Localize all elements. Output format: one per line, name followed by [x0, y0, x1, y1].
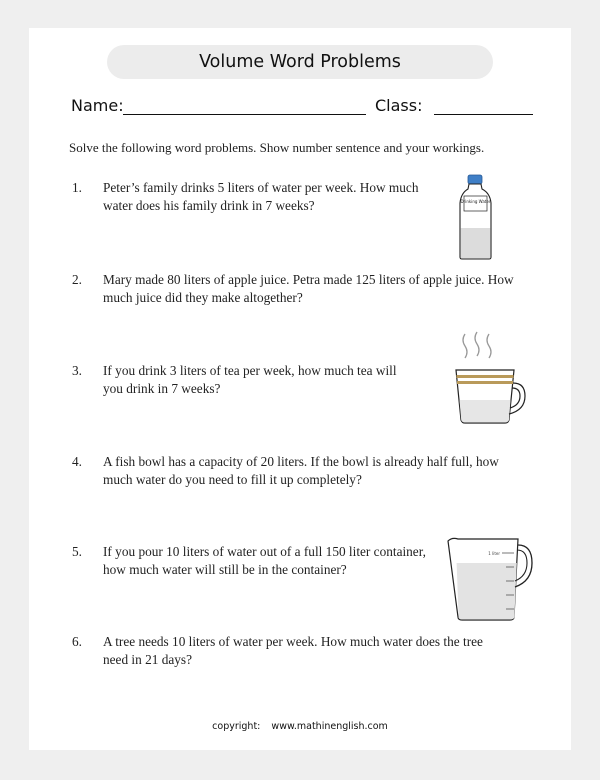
website-link[interactable]: www.mathinenglish.com — [271, 721, 388, 732]
copyright-label: copyright: — [212, 721, 261, 732]
jug-mark-text: 1 liter — [488, 551, 500, 556]
footer — [29, 721, 571, 732]
problem-number: 3. — [72, 363, 82, 378]
title-text: Volume Word Problems — [199, 52, 401, 72]
class-field[interactable] — [434, 114, 533, 115]
measuring-jug-icon — [444, 533, 536, 623]
name-class-row — [71, 94, 541, 118]
page-title — [107, 45, 493, 79]
name-label: Name: — [71, 96, 124, 115]
class-label: Class: — [375, 96, 423, 115]
problem-text: If you drink 3 liters of tea per week, how much tea will you drink in 7 weeks? — [103, 363, 397, 396]
problem-number: 1. — [72, 180, 82, 195]
problem-text: Peter’s family drinks 5 liters of water per week. How much water does his family drink in 7 weeks? — [103, 180, 419, 213]
tea-cup-icon — [451, 328, 527, 426]
problem-text: Mary made 80 liters of apple juice. Petra made 125 liters of apple juice. How much juice did they make altogether? — [103, 272, 514, 305]
water-bottle-icon — [454, 173, 498, 261]
problem-number: 4. — [72, 454, 82, 469]
problem-text: A tree needs 10 liters of water per week. How much water does the tree need in 21 days? — [103, 634, 483, 667]
instructions: Solve the following word problems. Show number sentence and your workings. — [69, 140, 485, 155]
problem-text: A fish bowl has a capacity of 20 liters. If the bowl is already half full, how much water do you need to fill it up completely? — [103, 454, 499, 487]
problem-number: 6. — [72, 634, 82, 649]
problem-number: 2. — [72, 272, 82, 287]
name-field[interactable] — [123, 114, 366, 115]
problem-number: 5. — [72, 544, 82, 559]
bottle-label-text: Drinking Water — [460, 199, 491, 204]
problem-text: If you pour 10 liters of water out of a full 150 liter container, how much water will still be in the container? — [103, 544, 426, 577]
worksheet-page — [29, 28, 571, 750]
